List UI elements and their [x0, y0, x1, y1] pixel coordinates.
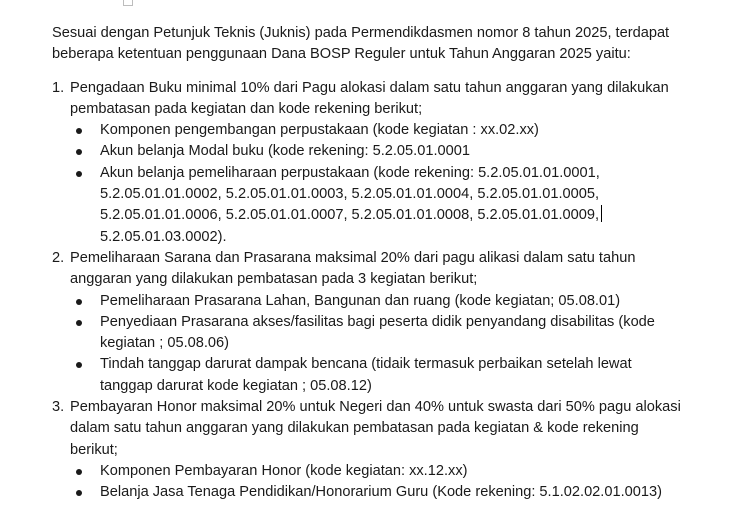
bullet-text-line: Pemeliharaan Prasarana Lahan, Bangunan dan ruang (kode kegiatan; 05.08.01) — [100, 292, 621, 309]
bullet-item — [52, 312, 732, 355]
item-text-line: Pemeliharaan Sarana dan Prasarana maksimal 20% dari pagu alikasi dalam satu tahun — [70, 249, 636, 266]
bullet-item — [52, 120, 732, 141]
text-cursor — [601, 205, 602, 222]
bullet-text-line: Penyediaan Prasarana akses/fasilitas bagi peserta didik penyandang disabilitas (kode — [100, 313, 655, 330]
bullet-text-line-with-cursor — [100, 205, 732, 226]
item-text-line: Pembayaran Honor maksimal 20% untuk Negeri dan 40% untuk swasta dari 50% pagu alokasi — [70, 399, 681, 416]
item-text-line: dalam satu tahun anggaran yang dilakukan pembatasan pada kegiatan & kode rekening — [70, 420, 639, 437]
bullet-item — [52, 163, 732, 248]
bullet-text-line: Akun belanja Modal buku (kode rekening: 5.2.05.01.0001 — [100, 143, 470, 160]
bullet-item — [52, 354, 732, 397]
item-text-line: pembatasan pada kegiatan dan kode rekening berikut; — [70, 100, 423, 117]
bullet-icon — [76, 490, 82, 496]
bullet-text: 5.2.05.01.01.0006, 5.2.05.01.01.0007, 5.2.05.01.01.0008, 5.2.05.01.01.0009, — [100, 207, 600, 224]
bullet-list — [52, 291, 732, 397]
item-text-line: berikut; — [70, 441, 118, 458]
bullet-text-line: tanggap darurat kode kegiatan ; 05.08.12) — [100, 377, 372, 394]
bullet-text-line: 5.2.05.01.03.0002). — [100, 228, 227, 245]
bullet-icon — [76, 149, 82, 155]
bullet-text-line: kegiatan ; 05.08.06) — [100, 335, 230, 352]
list-number: 2. — [52, 249, 65, 266]
document-body[interactable] — [52, 23, 732, 504]
bullet-text-line: Komponen Pembayaran Honor (kode kegiatan: xx.12.xx) — [100, 462, 468, 479]
bullet-list — [52, 120, 732, 248]
bullet-list — [52, 461, 732, 504]
bullet-text-line: Komponen pengembangan perpustakaan (kode kegiatan : xx.02.xx) — [100, 122, 539, 139]
page-boundary-mark — [123, 0, 133, 6]
bullet-icon — [76, 171, 82, 177]
bullet-icon — [76, 320, 82, 326]
bullet-item — [52, 482, 732, 503]
list-item-2 — [52, 248, 732, 397]
list-item-1 — [52, 78, 732, 248]
item-text-line: anggaran yang dilakukan pembatasan pada 3 kegiatan berikut; — [70, 271, 478, 288]
list-number: 1. — [52, 79, 65, 96]
bullet-text-line: Tindah tanggap darurat dampak bencana (tidaik termasuk perbaikan setelah lewat — [100, 356, 632, 373]
bullet-item — [52, 461, 732, 482]
intro-line: beberapa ketentuan penggunaan Dana BOSP Reguler untuk Tahun Anggaran 2025 yaitu: — [52, 46, 631, 63]
bullet-item — [52, 141, 732, 162]
bullet-icon — [76, 128, 82, 134]
bullet-item — [52, 291, 732, 312]
list-number: 3. — [52, 399, 65, 416]
intro-line: Sesuai dengan Petunjuk Teknis (Juknis) pada Permendikdasmen nomor 8 tahun 2025, terdapat — [52, 25, 670, 41]
bullet-text-line: Akun belanja pemeliharaan perpustakaan (kode rekening: 5.2.05.01.01.0001, — [100, 164, 600, 181]
intro-paragraph — [52, 23, 732, 66]
list-item-3 — [52, 397, 732, 503]
bullet-icon — [76, 469, 82, 475]
item-text-line: Pengadaan Buku minimal 10% dari Pagu alokasi dalam satu tahun anggaran yang dilakukan — [70, 79, 669, 96]
bullet-text-line: 5.2.05.01.01.0002, 5.2.05.01.01.0003, 5.2.05.01.01.0004, 5.2.05.01.01.0005, — [100, 186, 600, 203]
bullet-text-line: Belanja Jasa Tenaga Pendidikan/Honorarium Guru (Kode rekening: 5.1.02.02.01.0013) — [100, 484, 662, 501]
bullet-icon — [76, 362, 82, 368]
bullet-icon — [76, 299, 82, 305]
